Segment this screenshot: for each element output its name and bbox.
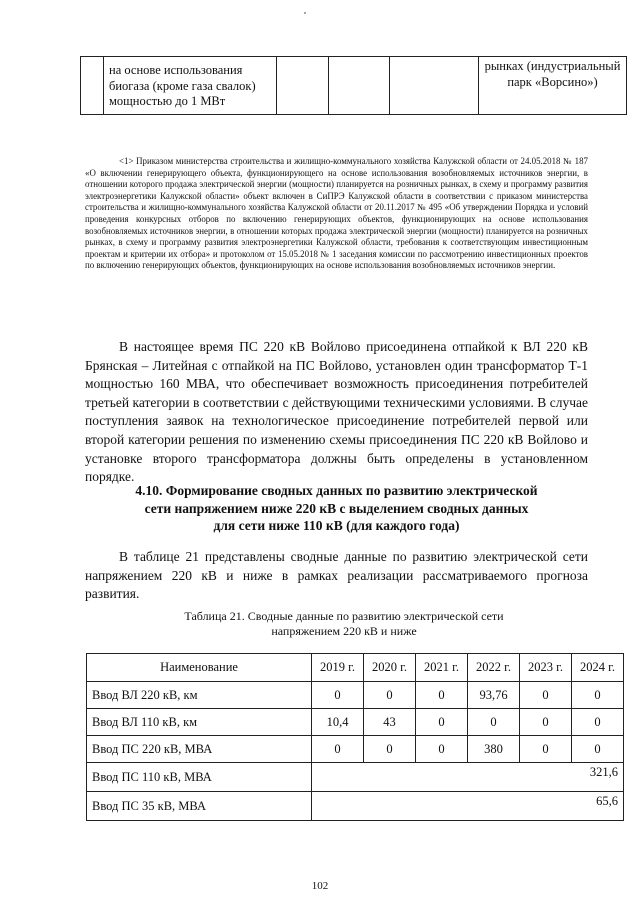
table-row [87,682,624,709]
table-row [87,709,624,736]
table-cell: 0 [416,682,468,709]
table-cell: 380 [468,736,520,763]
table-cell: 0 [468,709,520,736]
caption-line: напряжением 220 кВ и ниже [271,624,417,638]
table-cell: 0 [416,709,468,736]
row-label: Ввод ПС 35 кВ, МВА [87,792,312,821]
column-header: 2022 г. [468,654,520,682]
table-cell: 43 [364,709,416,736]
section-heading [85,482,588,535]
body-paragraph: В настоящее время ПС 220 кВ Войлово присоединена отпайкой к ВЛ 220 кВ Брянская – Литейная с отпайкой на ПС Войлово, установлен один трансформатор Т-1 мощностью 160 МВА, что обеспечивает возможность присоединения потребителей третьей категории в соответствии с действующими техническими условиями. В случае поступления заявок на технологическое присоединение потребителей первой или второй категории решения по изменению схемы присоединения ПС 220 кВ Войлово и установке второго трансформатора должны быть определены в установленном порядке. [85,339,588,485]
table-cell: 0 [416,736,468,763]
body-paragraph: В таблице 21 представлены сводные данные по развитию электрической сети напряжением 220 кВ и ниже в рамках реализации рассматриваемого прогноза развития. [85,549,588,602]
column-header: 2019 г. [312,654,364,682]
summary-table [86,653,624,821]
row-label: Ввод ПС 110 кВ, МВА [87,763,312,792]
table-header-row [87,654,624,682]
heading-line: для сети ниже 110 кВ (для каждого года) [213,518,460,533]
table-row [81,57,627,115]
column-header: 2021 г. [416,654,468,682]
continuation-table [80,56,627,115]
table-cell: 0 [312,736,364,763]
table-cell: 0 [520,682,572,709]
row-label: Ввод ВЛ 220 кВ, км [87,682,312,709]
table-row [87,792,624,821]
table-cell-merged: 321,6 [312,763,624,792]
footnote: <1> Приказом министерства строительства и жилищно-коммунального хозяйства Калужской области от 24.05.2018 № 187 «О включении генерирующего объекта, функционирующего на основе использования возобновляемых источников энергии, в отношении которого продажа электрической энергии (мощности) планируется на розничных рынках, в схему и программу развития электроэнергетики Калужской области» объект включен в СиПРЭ Калужской области в соответствии с приказом министерства строительства и жилищно-коммунального хозяйства Калужской области от 20.11.2017 № 495 «Об утверждении Порядка и условий проведения конкурсных отборов по включению генерирующих объектов, функционирующих на основе использования возобновляемых источников энергии, в отношении которых продажа электрической энергии (мощности) планируется на розничных рынках, в схему и программу развития электроэнергетики Калужской области, требования к соответствующим инвестиционным проектам и критерии их отбора» и протоколом от 15.05.2018 № 1 заседания комиссии по рассмотрению инвестиционных проектов по включению генерирующих объектов, функционирующих на основе использования возобновляемых источников энергии. [85,156,588,271]
page-number: 102 [311,880,329,892]
table-cell-source-description: на основе использования биогаза (кроме газа свалок) мощностью до 1 МВт [104,57,277,115]
table-row [87,763,624,792]
table-cell [329,57,390,115]
table-cell: 0 [572,682,624,709]
table-row [87,736,624,763]
caption-line: Таблица 21. Сводные данные по развитию электрической сети [184,609,504,623]
row-label: Ввод ПС 220 кВ, МВА [87,736,312,763]
row-label: Ввод ВЛ 110 кВ, км [87,709,312,736]
table-caption [120,609,568,639]
table-cell: 10,4 [312,709,364,736]
column-header: 2023 г. [520,654,572,682]
table-cell: 0 [520,736,572,763]
column-header: 2020 г. [364,654,416,682]
table-cell: 0 [572,736,624,763]
scan-speck [304,12,306,14]
table-cell: 0 [312,682,364,709]
table-cell [277,57,329,115]
heading-line: сети напряжением ниже 220 кВ с выделением сводных данных [144,500,529,516]
table-cell: 93,76 [468,682,520,709]
column-header: Наименование [87,654,312,682]
table-cell-merged: 65,6 [312,792,624,821]
table-cell: 0 [364,736,416,763]
column-header: 2024 г. [572,654,624,682]
heading-line: 4.10. Формирование сводных данных по развитию электрической [135,483,538,498]
table-cell: 0 [572,709,624,736]
table-cell [81,57,104,115]
table-cell: 0 [520,709,572,736]
table-cell: 0 [364,682,416,709]
table-cell [390,57,479,115]
table-cell-market-description: рынках (индустриальный парк «Ворсино») [479,57,627,115]
